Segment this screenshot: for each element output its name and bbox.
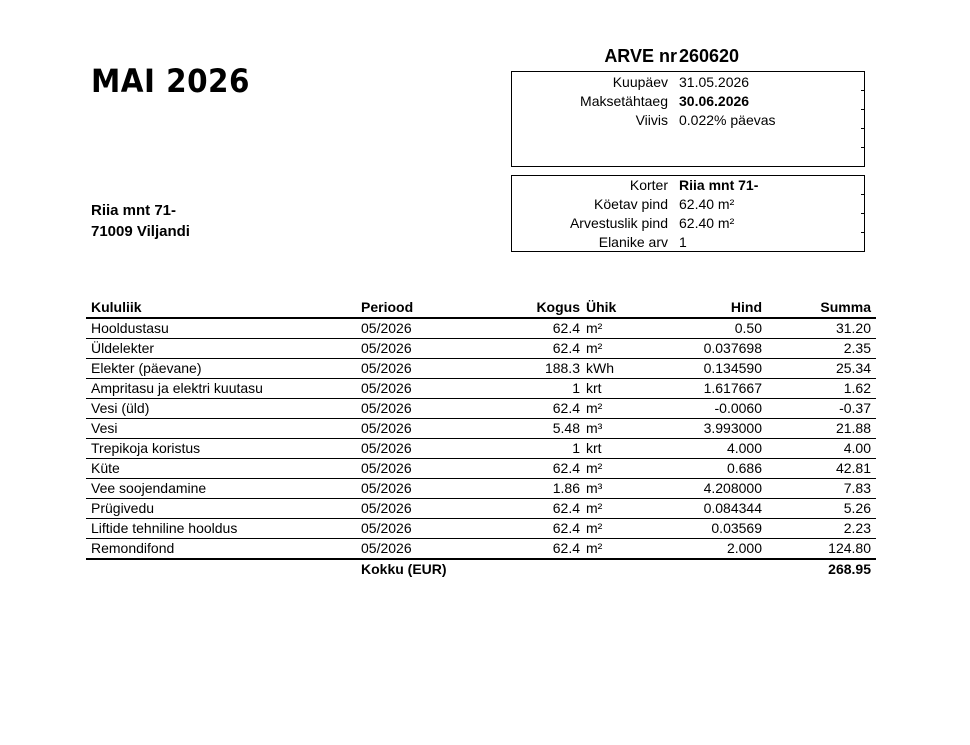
residents-label: Elanike arv [598,234,668,250]
total-value: 268.95 [828,561,871,577]
cell-sum: 2.35 [843,340,871,356]
cell-quantity: 62.4 [552,540,580,556]
penalty-label: Viivis [635,112,668,128]
cell-quantity: 62.4 [552,520,580,536]
cell-unit: m² [586,320,603,336]
cell-quantity: 188.3 [544,360,580,376]
cell-price: 0.686 [726,460,762,476]
apartment-detail-row [512,233,864,252]
header-sum: Summa [820,299,871,315]
cell-period: 05/2026 [361,400,412,416]
cell-name: Hooldustasu [91,320,169,336]
cell-price: 0.037698 [703,340,762,356]
cell-name: Elekter (päevane) [91,360,202,376]
table-row [86,539,876,560]
cell-sum: 7.83 [843,480,871,496]
apartment-detail-row [512,176,864,195]
invoice-number-label: ARVE nr [604,46,677,66]
cell-price: 0.03569 [711,520,762,536]
residents-value: 1 [679,234,687,250]
header-name: Kululiik [91,299,142,315]
cell-price: 0.134590 [703,360,762,376]
total-row [86,560,876,579]
cell-period: 05/2026 [361,460,412,476]
cell-unit: m² [586,520,603,536]
cell-sum: 25.34 [835,360,871,376]
cell-quantity: 1 [572,380,580,396]
due-date-label: Maksetähtaeg [580,93,668,109]
cell-price: -0.0060 [714,400,762,416]
cell-unit: m³ [586,420,603,436]
cell-quantity: 62.4 [552,320,580,336]
cell-unit: krt [586,380,602,396]
cell-period: 05/2026 [361,440,412,456]
table-row [86,499,876,519]
table-row [86,519,876,539]
cell-unit: m² [586,400,603,416]
table-row [86,319,876,339]
cell-name: Ampritasu ja elektri kuutasu [91,380,263,396]
header-period: Periood [361,299,414,315]
heated-area-label: Köetav pind [594,196,668,212]
cell-price: 4.000 [726,440,762,456]
cell-unit: m² [586,540,603,556]
table-row [86,399,876,419]
apartment-label: Korter [629,177,668,193]
cell-period: 05/2026 [361,360,412,376]
table-row [86,479,876,499]
cell-quantity: 5.48 [552,420,580,436]
cell-name: Remondifond [91,540,175,556]
invoice-detail-row [512,92,864,111]
calc-area-label: Arvestuslik pind [569,215,668,231]
table-row [86,459,876,479]
total-label: Kokku (EUR) [361,561,447,577]
apartment-value: Riia mnt 71- [679,177,759,193]
cell-period: 05/2026 [361,320,412,336]
address-line-2: 71009 Viljandi [91,223,190,240]
cell-name: Liftide tehniline hooldus [91,520,238,536]
cell-period: 05/2026 [361,480,412,496]
header-unit: Ühik [586,299,617,315]
cell-unit: m³ [586,480,603,496]
cell-quantity: 1 [572,440,580,456]
invoice-number-value: 260620 [679,46,740,66]
cell-quantity: 62.4 [552,460,580,476]
invoice-date-value: 31.05.2026 [679,74,750,90]
recipient-address [91,200,190,242]
penalty-value: 0.022% päevas [679,112,776,128]
cell-quantity: 62.4 [552,340,580,356]
cell-unit: m² [586,460,603,476]
cell-quantity: 62.4 [552,400,580,416]
cell-quantity: 1.86 [552,480,580,496]
cell-name: Vee soojendamine [91,480,207,496]
header-price: Hind [730,299,762,315]
table-row [86,359,876,379]
month-title: MAI 2026 [91,62,250,100]
cell-sum: 124.80 [828,540,871,556]
cell-period: 05/2026 [361,380,412,396]
cell-unit: m² [586,500,603,516]
due-date-value: 30.06.2026 [679,93,750,109]
table-row [86,439,876,459]
cell-sum: 1.62 [843,380,871,396]
header-quantity: Kogus [536,299,580,315]
cell-sum: -0.37 [839,400,871,416]
cell-quantity: 62.4 [552,500,580,516]
cell-sum: 2.23 [843,520,871,536]
table-row [86,339,876,359]
calc-area-value: 62.40 m² [679,215,735,231]
apartment-detail-row [512,214,864,233]
cell-price: 2.000 [726,540,762,556]
cell-price: 1.617667 [703,380,762,396]
cell-name: Trepikoja koristus [91,440,201,456]
apartment-details-box [511,175,865,252]
heated-area-value: 62.40 m² [679,196,735,212]
cell-sum: 31.20 [835,320,871,336]
invoice-date-label: Kuupäev [612,74,668,90]
invoice-detail-row [512,73,864,92]
cell-period: 05/2026 [361,520,412,536]
table-row [86,379,876,399]
cell-name: Vesi (üld) [91,400,150,416]
cell-price: 0.084344 [703,500,762,516]
cell-price: 0.50 [734,320,762,336]
invoice-details-box [511,71,865,167]
cell-price: 4.208000 [703,480,762,496]
cell-period: 05/2026 [361,420,412,436]
cell-period: 05/2026 [361,500,412,516]
cell-name: Prügivedu [91,500,155,516]
cell-price: 3.993000 [703,420,762,436]
cell-name: Vesi [91,420,118,436]
cell-period: 05/2026 [361,340,412,356]
address-line-1: Riia mnt 71- [91,202,177,219]
cell-unit: krt [586,440,602,456]
table-header [86,298,876,319]
cell-unit: kWh [586,360,614,376]
apartment-detail-row [512,195,864,214]
charges-table [86,298,876,579]
table-row [86,419,876,439]
cell-sum: 4.00 [843,440,871,456]
cell-sum: 5.26 [843,500,871,516]
cell-name: Üldelekter [91,340,155,356]
cell-name: Küte [91,460,120,476]
cell-unit: m² [586,340,603,356]
invoice-detail-row [512,111,864,130]
invoice-number-header [512,46,867,68]
cell-period: 05/2026 [361,540,412,556]
cell-sum: 42.81 [835,460,871,476]
cell-sum: 21.88 [835,420,871,436]
